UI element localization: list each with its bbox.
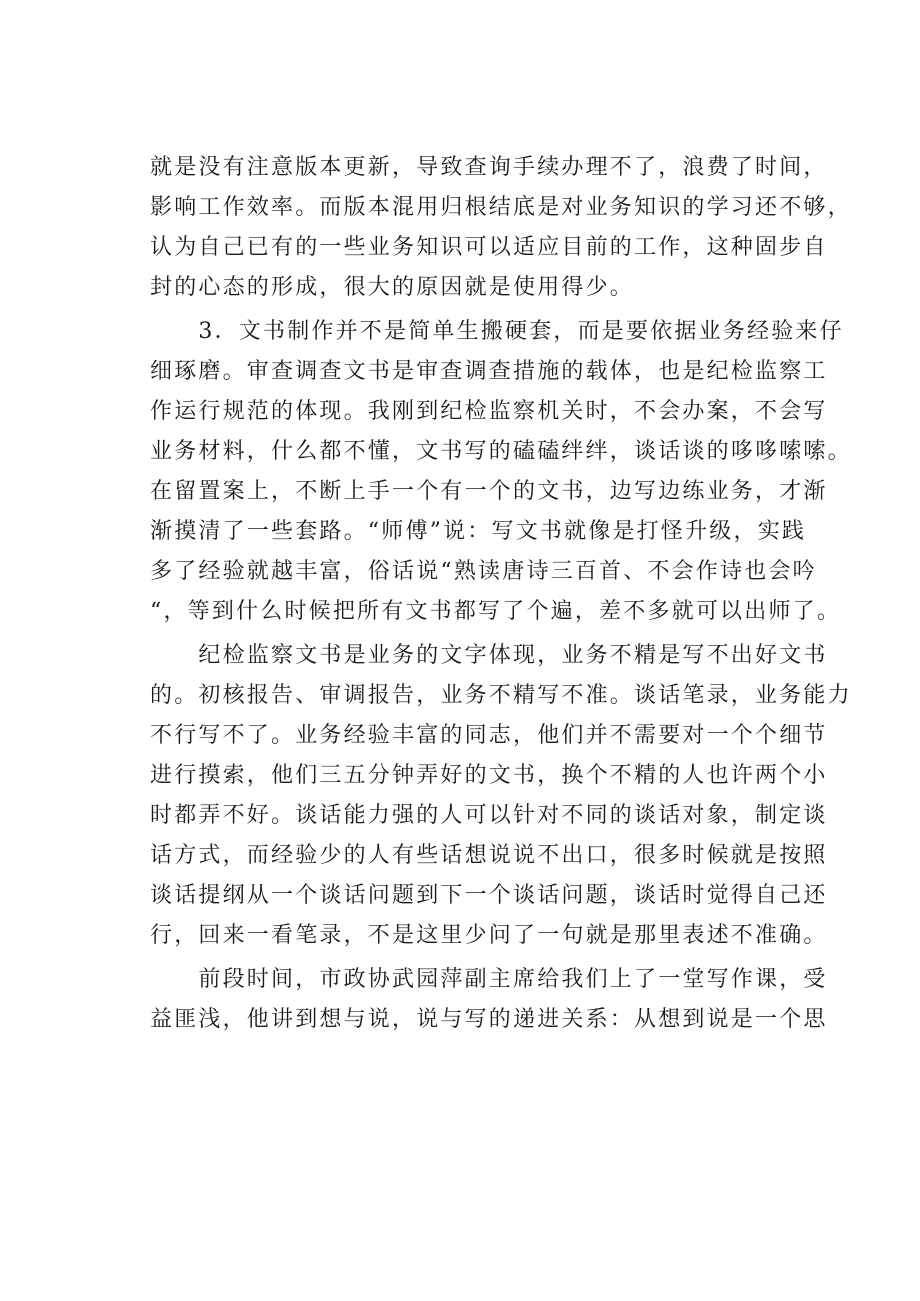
text-line: 时都弄不好。谈话能力强的人可以针对不同的谈话对象，制定谈 (150, 803, 828, 828)
text-line: 行，回来一看笔录，不是这里少问了一句就是那里表述不准确。 (150, 923, 828, 948)
text-line: 封的心态的形成，很大的原因就是使用得少。 (150, 275, 635, 300)
text-line: “，等到什么时候把所有文书都写了个遍，差不多就可以出师了。 (150, 599, 842, 624)
body-text (150, 148, 852, 1040)
text-line: 作运行规范的体现。我刚到纪检监察机关时，不会办案，不会写 (150, 399, 828, 424)
text-line: 细琢磨。审查调查文书是审查调查措施的载体，也是纪检监察工 (150, 359, 828, 384)
text-line: 的。初核报告、审调报告，业务不精写不准。谈话笔录，业务能力 (150, 683, 852, 708)
text-line: 认为自己已有的一些业务知识可以适应目前的工作，这种固步自 (150, 235, 828, 260)
text-line: 渐摸清了一些套路。“师傅”说：写文书就像是打怪升级，实践 (150, 519, 807, 544)
text-line: 多了经验就越丰富，俗话说“熟读唐诗三百首、不会作诗也会吟 (150, 559, 817, 584)
text-line: 谈话提纲从一个谈话问题到下一个谈话问题，谈话时觉得自己还 (150, 883, 828, 908)
text-line: 3．文书制作并不是简单生搬硬套，而是要依据业务经验来仔 (150, 319, 844, 344)
text-line: 进行摸索，他们三五分钟弄好的文书，换个不精的人也许两个小 (150, 763, 828, 788)
text-line: 影响工作效率。而版本混用归根结底是对业务知识的学习还不够， (150, 195, 852, 220)
text-line: 益匪浅，他讲到想与说，说与写的递进关系：从想到说是一个思 (150, 1007, 828, 1032)
text-line: 业务材料，什么都不懂，文书写的磕磕绊绊，谈话谈的哆哆嗦嗦。 (150, 439, 852, 464)
text-line: 纪检监察文书是业务的文字体现，业务不精是写不出好文书 (150, 643, 828, 668)
text-line: 前段时间，市政协武园萍副主席给我们上了一堂写作课，受 (150, 967, 828, 992)
text-line: 话方式，而经验少的人有些话想说说不出口，很多时候就是按照 (150, 843, 828, 868)
text-line: 在留置案上，不断上手一个有一个的文书，边写边练业务，才渐 (150, 479, 828, 504)
text-line: 就是没有注意版本更新，导致查询手续办理不了，浪费了时间， (150, 155, 828, 180)
text-line: 不行写不了。业务经验丰富的同志，他们并不需要对一个个细节 (150, 723, 828, 748)
